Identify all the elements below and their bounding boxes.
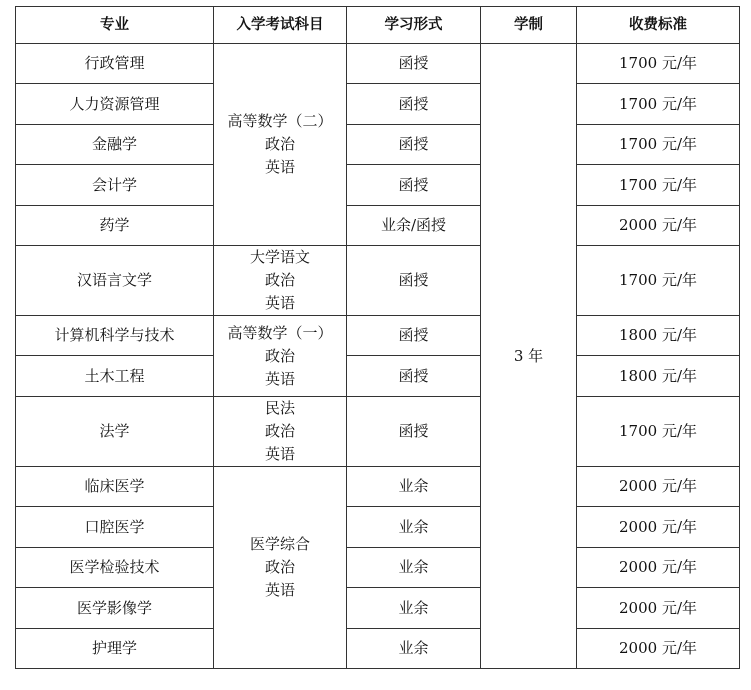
exam-subjects-cell [214,316,347,397]
exam-subject-line: 英语 [264,581,295,599]
exam-subject-line: 政治 [264,346,295,365]
fee-cell: 2000 元/年 [577,588,740,629]
study-form-cell: 函授 [347,246,481,316]
major-cell: 药学 [16,206,214,246]
table-row [16,206,740,246]
major-cell: 金融学 [16,125,214,165]
exam-subject-line: 英语 [264,369,295,388]
study-form-cell: 函授 [347,84,481,125]
table-row [16,548,740,588]
table-row [16,397,740,467]
study-form-cell: 函授 [347,44,481,84]
exam-subject-line: 高等数学（二） [227,112,333,130]
table-row [16,246,740,316]
duration-cell: 3 年 [481,44,577,669]
exam-subject-line: 英语 [264,445,295,463]
major-cell: 行政管理 [16,44,214,84]
major-cell: 会计学 [16,165,214,206]
study-form-cell: 业余 [347,507,481,548]
exam-subject-line: 民法 [264,399,295,417]
study-form-cell: 业余 [347,629,481,669]
header-duration: 学制 [481,7,577,44]
fee-cell: 2000 元/年 [577,206,740,246]
study-form-cell: 业余/函授 [347,206,481,246]
table-row [16,356,740,397]
exam-subjects-cell [214,467,347,669]
header-major: 专业 [16,7,214,44]
table-row [16,125,740,165]
table-row [16,629,740,669]
exam-subjects-cell [214,44,347,246]
header-fee: 收费标准 [577,7,740,44]
header-exam-subjects: 入学考试科目 [214,7,347,44]
exam-subject-line: 英语 [264,294,295,312]
study-form-cell: 函授 [347,397,481,467]
major-cell: 口腔医学 [16,507,214,548]
table-row [16,588,740,629]
study-form-cell: 函授 [347,316,481,356]
major-cell: 汉语言文学 [16,246,214,316]
major-cell: 护理学 [16,629,214,669]
table-row [16,507,740,548]
exam-subject-line: 政治 [264,558,295,576]
study-form-cell: 业余 [347,548,481,588]
fee-cell: 1700 元/年 [577,165,740,206]
fee-cell: 1700 元/年 [577,246,740,316]
header-study-form: 学习形式 [347,7,481,44]
header-row [16,7,740,44]
major-cell: 人力资源管理 [16,84,214,125]
fee-cell: 1800 元/年 [577,356,740,397]
exam-subject-line: 大学语文 [249,248,310,266]
table-row [16,316,740,356]
table-row [16,44,740,84]
major-cell: 医学检验技术 [16,548,214,588]
fee-cell: 1700 元/年 [577,397,740,467]
study-form-cell: 业余 [347,467,481,507]
exam-subject-line: 政治 [264,271,295,289]
major-cell: 医学影像学 [16,588,214,629]
tuition-table [15,6,740,669]
exam-subjects-cell [214,397,347,467]
fee-cell: 2000 元/年 [577,629,740,669]
fee-cell: 2000 元/年 [577,467,740,507]
study-form-cell: 函授 [347,356,481,397]
exam-subjects-cell [214,246,347,316]
major-cell: 计算机科学与技术 [16,316,214,356]
table-body [16,44,740,669]
tuition-table-container [15,6,740,669]
fee-cell: 1700 元/年 [577,44,740,84]
study-form-cell: 业余 [347,588,481,629]
fee-cell: 1700 元/年 [577,84,740,125]
exam-subject-line: 医学综合 [249,535,310,553]
major-cell: 法学 [16,397,214,467]
exam-subject-line: 政治 [264,135,295,153]
major-cell: 临床医学 [16,467,214,507]
exam-subject-line: 英语 [264,158,295,176]
exam-subject-line: 政治 [264,422,295,440]
fee-cell: 2000 元/年 [577,507,740,548]
study-form-cell: 函授 [347,165,481,206]
fee-cell: 1700 元/年 [577,125,740,165]
table-row [16,467,740,507]
major-cell: 土木工程 [16,356,214,397]
table-row [16,84,740,125]
exam-subject-line: 高等数学（一） [227,323,333,342]
study-form-cell: 函授 [347,125,481,165]
fee-cell: 1800 元/年 [577,316,740,356]
fee-cell: 2000 元/年 [577,548,740,588]
table-row [16,165,740,206]
